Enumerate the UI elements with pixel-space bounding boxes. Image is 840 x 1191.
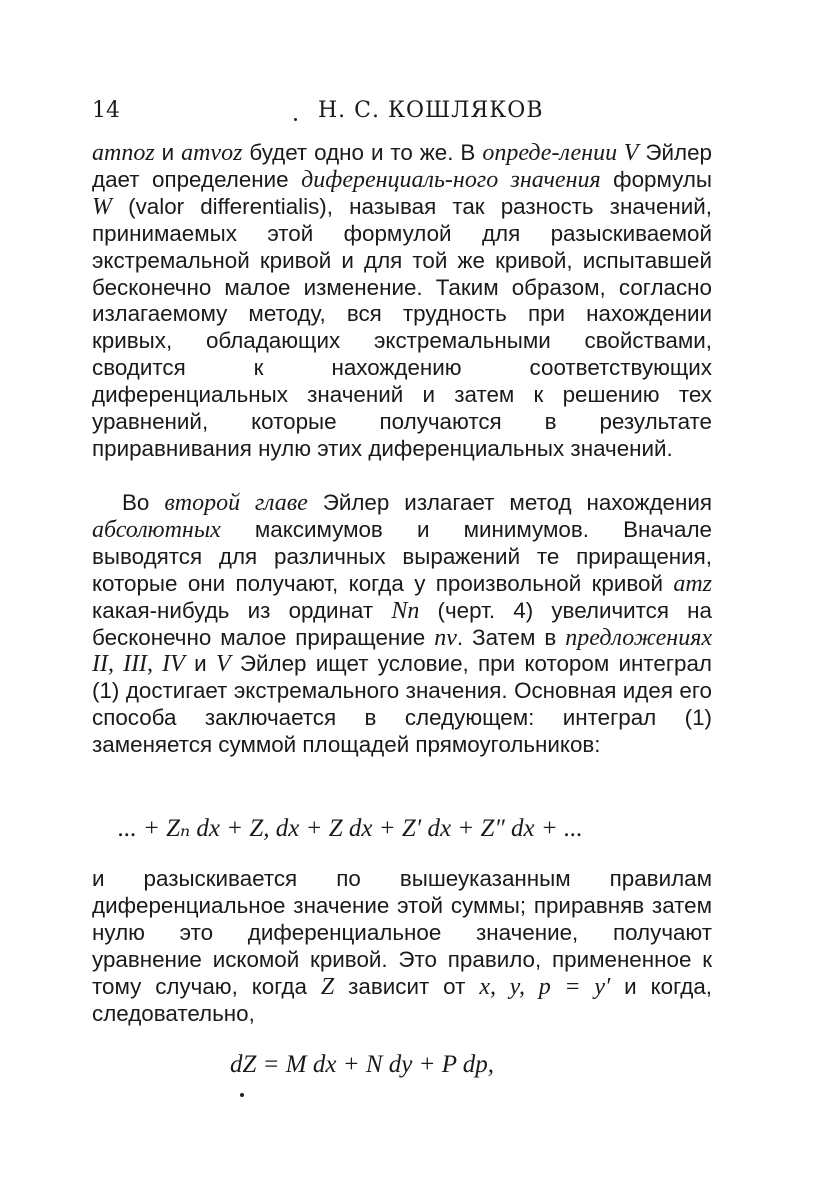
text-span: (черт. 4) увеличится на бесконечно малое приращение	[92, 597, 712, 650]
text-span: формулы	[600, 166, 712, 192]
text-span: amnoz	[92, 140, 155, 166]
text-span: будет одно и то же. В	[242, 140, 483, 165]
page-number: 14	[92, 98, 120, 123]
text-span: и	[154, 140, 182, 165]
text-span: Эйлер дает определение	[92, 140, 712, 192]
dz-formula: dZ = M dx + N dy + P dp,	[230, 1051, 495, 1078]
paragraph-1	[92, 140, 712, 463]
running-head: Н. С. КОШЛЯКОВ	[318, 98, 544, 123]
text-span: Эйлер ищет условие, при котором интеграл (1) достигает экстремального значения. Основная идея его способа заключается в следующем: интеграл (1) заменяется суммой площадей прямоугольников:	[92, 651, 712, 758]
text-span: предложениях II, III, IV	[92, 624, 712, 678]
text-span: Во	[122, 490, 165, 515]
text-span: опреде-лении V	[482, 140, 639, 166]
text-span: Z	[320, 973, 335, 1000]
text-span: amz	[673, 570, 712, 597]
text-span: абсолютных	[92, 516, 221, 543]
text-span: и	[184, 651, 216, 677]
text-span: зависит от	[334, 973, 480, 999]
text-span: Nn	[391, 597, 420, 624]
ink-speck	[294, 118, 297, 121]
text-span: и когда, следовательно,	[92, 973, 712, 1026]
text-span: второй главе	[164, 490, 308, 516]
page-header	[92, 98, 712, 130]
text-span: диференциаль-ного значения	[301, 166, 601, 193]
text-span: максимумов и минимумов. Вначале выводятся для различных выражений те приращения, которые они получают, когда у произвольной кривой	[92, 516, 712, 596]
text-span: Эйлер излагает метод нахождения	[307, 490, 712, 515]
text-span: W	[92, 193, 112, 220]
text-span: . Затем в	[456, 624, 566, 650]
text-span: nν	[434, 624, 457, 651]
text-span: x, y, p = y′	[479, 973, 611, 1000]
text-span: V	[215, 651, 231, 678]
text-span: какая-нибудь из ординат	[92, 597, 392, 623]
sum-formula: ... + Zₙ dx + Z, dx + Z dx + Z′ dx + Z″ dx + ...	[118, 815, 583, 842]
text-span: amνoz	[181, 140, 243, 166]
paragraph-2	[92, 490, 712, 759]
text-span: и разыскивается по вышеуказанным правилам диференциальное значение этой суммы; приравняв затем нулю это диференциальное значение, получают уравнение искомой кривой. Это правило, примененное к тому случаю, когда	[92, 866, 712, 999]
text-span: (valor differentialis), называя так разность значений, принимаемых этой формулой для разыскиваемой экстремальной кривой и для той же кривой, испытавшей бесконечно малое изменение. Таким образом, согласно излагаемому методу, вся трудность при нахождении кривых, обладающих экстремальными свойствами, сводится к нахождению соответствующих диференциальных значений и затем к решению тех уравнений, которые получаются в результате приравнивания нулю этих диференциальных значений.	[92, 193, 712, 461]
paragraph-3	[92, 866, 712, 1027]
ink-speck	[240, 1093, 244, 1097]
